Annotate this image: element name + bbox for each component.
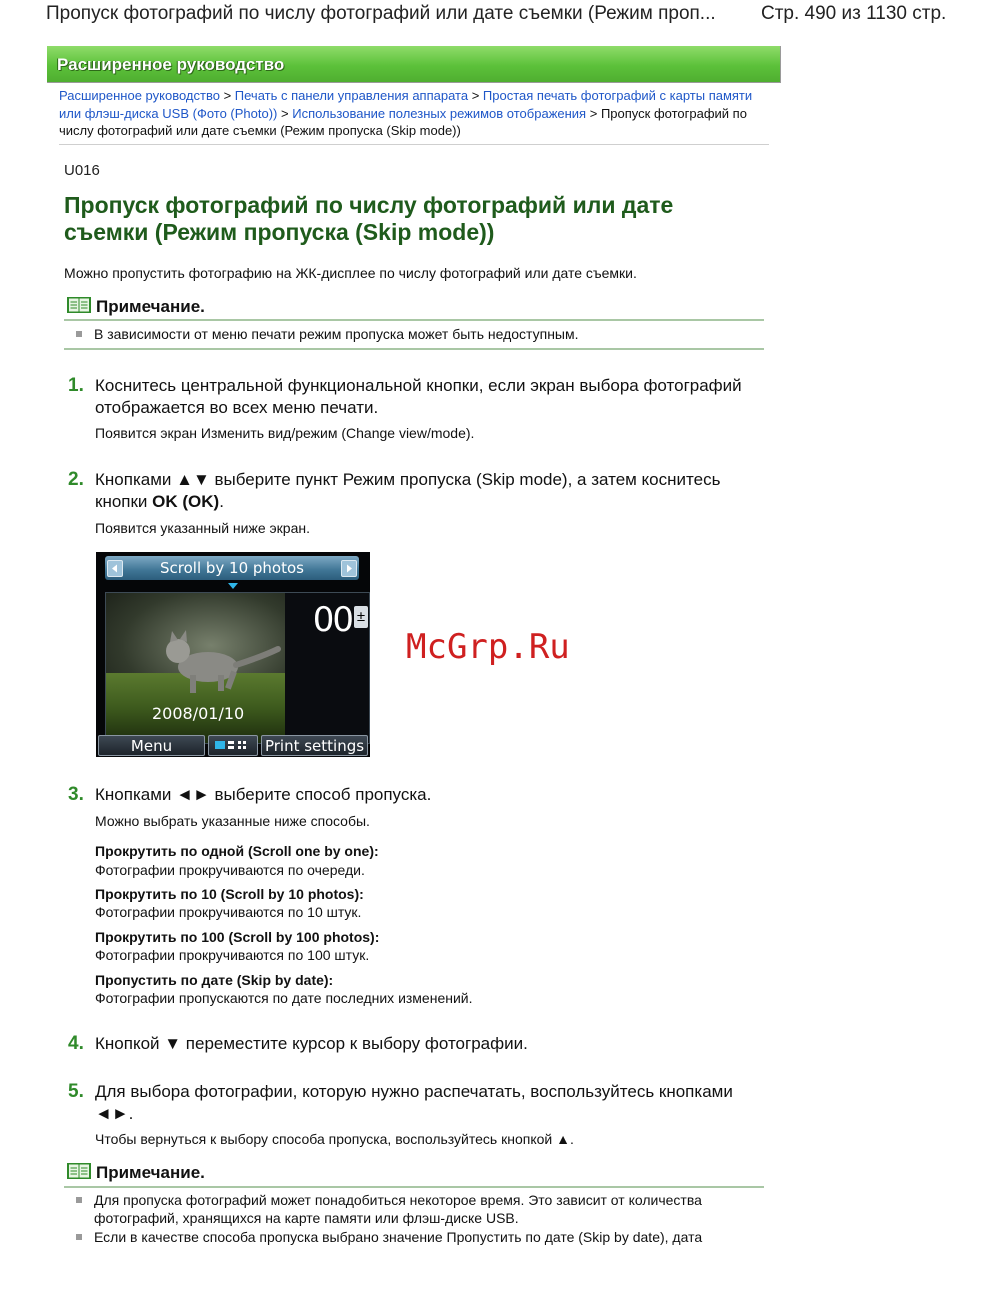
topic-code: U016	[64, 162, 100, 179]
step-instruction: Кнопкой ▼ переместите курсор к выбору фотографии.	[95, 1034, 528, 1053]
breadcrumb-separator: >	[223, 88, 232, 103]
breadcrumb-link-simple-photo-printing[interactable]: Простая печать фотографий с карты памяти или флэш-диска USB (Фото (Photo))	[59, 88, 753, 121]
right-arrow-icon	[341, 560, 357, 577]
option-description: Фотографии пропускаются по дате последних изменений.	[95, 990, 473, 1006]
photo-date: 2008/01/10	[152, 704, 245, 723]
step-number: 2.	[68, 469, 84, 490]
view-mode-icon	[208, 735, 258, 756]
document-title: Пропуск фотографий по числу фотографий или дате съемки (Режим проп...	[46, 3, 716, 24]
note-divider	[64, 348, 764, 350]
note-heading-label: Примечание.	[96, 1163, 205, 1182]
watermark: McGrp.Ru	[406, 627, 570, 667]
breadcrumb	[59, 87, 759, 140]
note-divider	[64, 1186, 764, 1188]
book-icon	[66, 295, 92, 320]
lcd-mode-bar	[105, 556, 359, 580]
note-heading	[66, 295, 205, 320]
lcd-menu-button: Menu	[98, 735, 205, 756]
note-heading-label: Примечание.	[96, 297, 205, 316]
step-result: Появится экран Изменить вид/режим (Change view/mode).	[95, 425, 475, 441]
option-title: Прокрутить по 10 (Scroll by 10 photos):	[95, 886, 364, 902]
lcd-mode-label: Scroll by 10 photos	[160, 559, 304, 577]
step-instruction: Кнопками ▲▼ выберите пункт Режим пропуска (Skip mode), а затем коснитесь кнопки OK (OK).	[95, 470, 721, 511]
breadcrumb-current: Пропуск фотографий по числу фотографий или дате съемки (Режим пропуска (Skip mode))	[59, 105, 747, 138]
page-counter: Стр. 490 из 1130 стр.	[761, 3, 947, 24]
section-header	[47, 46, 781, 83]
note-divider	[64, 319, 764, 321]
section-header-label: Расширенное руководство	[57, 55, 285, 74]
intro-text: Можно пропустить фотографию на ЖК-дисплее по числу фотографий или дате съемки.	[64, 265, 637, 281]
step-instruction: Для выбора фотографии, которую нужно распечатать, воспользуйтесь кнопками ◄►.	[95, 1082, 733, 1123]
note-item: Для пропуска фотографий может понадобиться некоторое время. Это зависит от количества фотографий, хранящихся на карте памяти или флэш-диске USB.	[76, 1192, 746, 1227]
breadcrumb-separator: >	[471, 88, 480, 103]
breadcrumb-link-advanced-guide[interactable]: Расширенное руководство	[59, 88, 220, 103]
option-description: Фотографии прокручиваются по 10 штук.	[95, 904, 362, 920]
page-title: Пропуск фотографий по числу фотографий или дате съемки (Режим пропуска (Skip mode))	[64, 192, 674, 245]
note-item: В зависимости от меню печати режим пропуска может быть недоступным.	[76, 326, 746, 344]
bullet-icon	[76, 331, 82, 337]
step-result: Можно выбрать указанные ниже способы.	[95, 813, 370, 829]
bullet-icon	[76, 1234, 82, 1240]
option-title: Прокрутить по одной (Scroll one by one):	[95, 843, 379, 859]
option-title: Прокрутить по 100 (Scroll by 100 photos):	[95, 929, 380, 945]
option-title: Пропустить по дате (Skip by date):	[95, 972, 334, 988]
breadcrumb-separator: >	[281, 105, 289, 121]
plus-minus-icon: ±	[354, 606, 368, 628]
book-icon	[66, 1161, 92, 1186]
step-number: 1.	[68, 375, 84, 396]
page-topbar	[0, 0, 1000, 34]
kitten-photo	[156, 627, 286, 697]
breadcrumb-link-display-modes[interactable]: Использование полезных режимов отображения	[292, 105, 587, 121]
step-instruction: Кнопками ◄► выберите способ пропуска.	[95, 785, 432, 804]
breadcrumb-divider	[59, 144, 769, 145]
option-description: Фотографии прокручиваются по 100 штук.	[95, 947, 370, 963]
option-description: Фотографии прокручиваются по очереди.	[95, 862, 365, 878]
breadcrumb-link-printing-from-panel[interactable]: Печать с панели управления аппарата	[234, 88, 469, 103]
note-heading	[66, 1161, 205, 1186]
step-number: 3.	[68, 784, 84, 805]
step-number: 5.	[68, 1081, 84, 1102]
step-number: 4.	[68, 1033, 84, 1054]
ok-button-label: OK (OK)	[152, 492, 220, 511]
down-pointer-icon	[227, 582, 239, 590]
copies-count: 00	[312, 600, 352, 640]
step-result: Появится указанный ниже экран.	[95, 520, 310, 536]
note-item: Если в качестве способа пропуска выбрано значение Пропустить по дате (Skip by date), дата	[76, 1229, 746, 1247]
lcd-print-settings-button: Print settings	[261, 735, 368, 756]
breadcrumb-separator: >	[589, 105, 598, 121]
lcd-screen-image	[96, 552, 370, 757]
step-result: Чтобы вернуться к выбору способа пропуска, воспользуйтесь кнопкой ▲.	[95, 1131, 574, 1147]
bullet-icon	[76, 1197, 82, 1203]
step-instruction: Коснитесь центральной функциональной кнопки, если экран выбора фотографий отображается во всех меню печати.	[95, 376, 742, 417]
